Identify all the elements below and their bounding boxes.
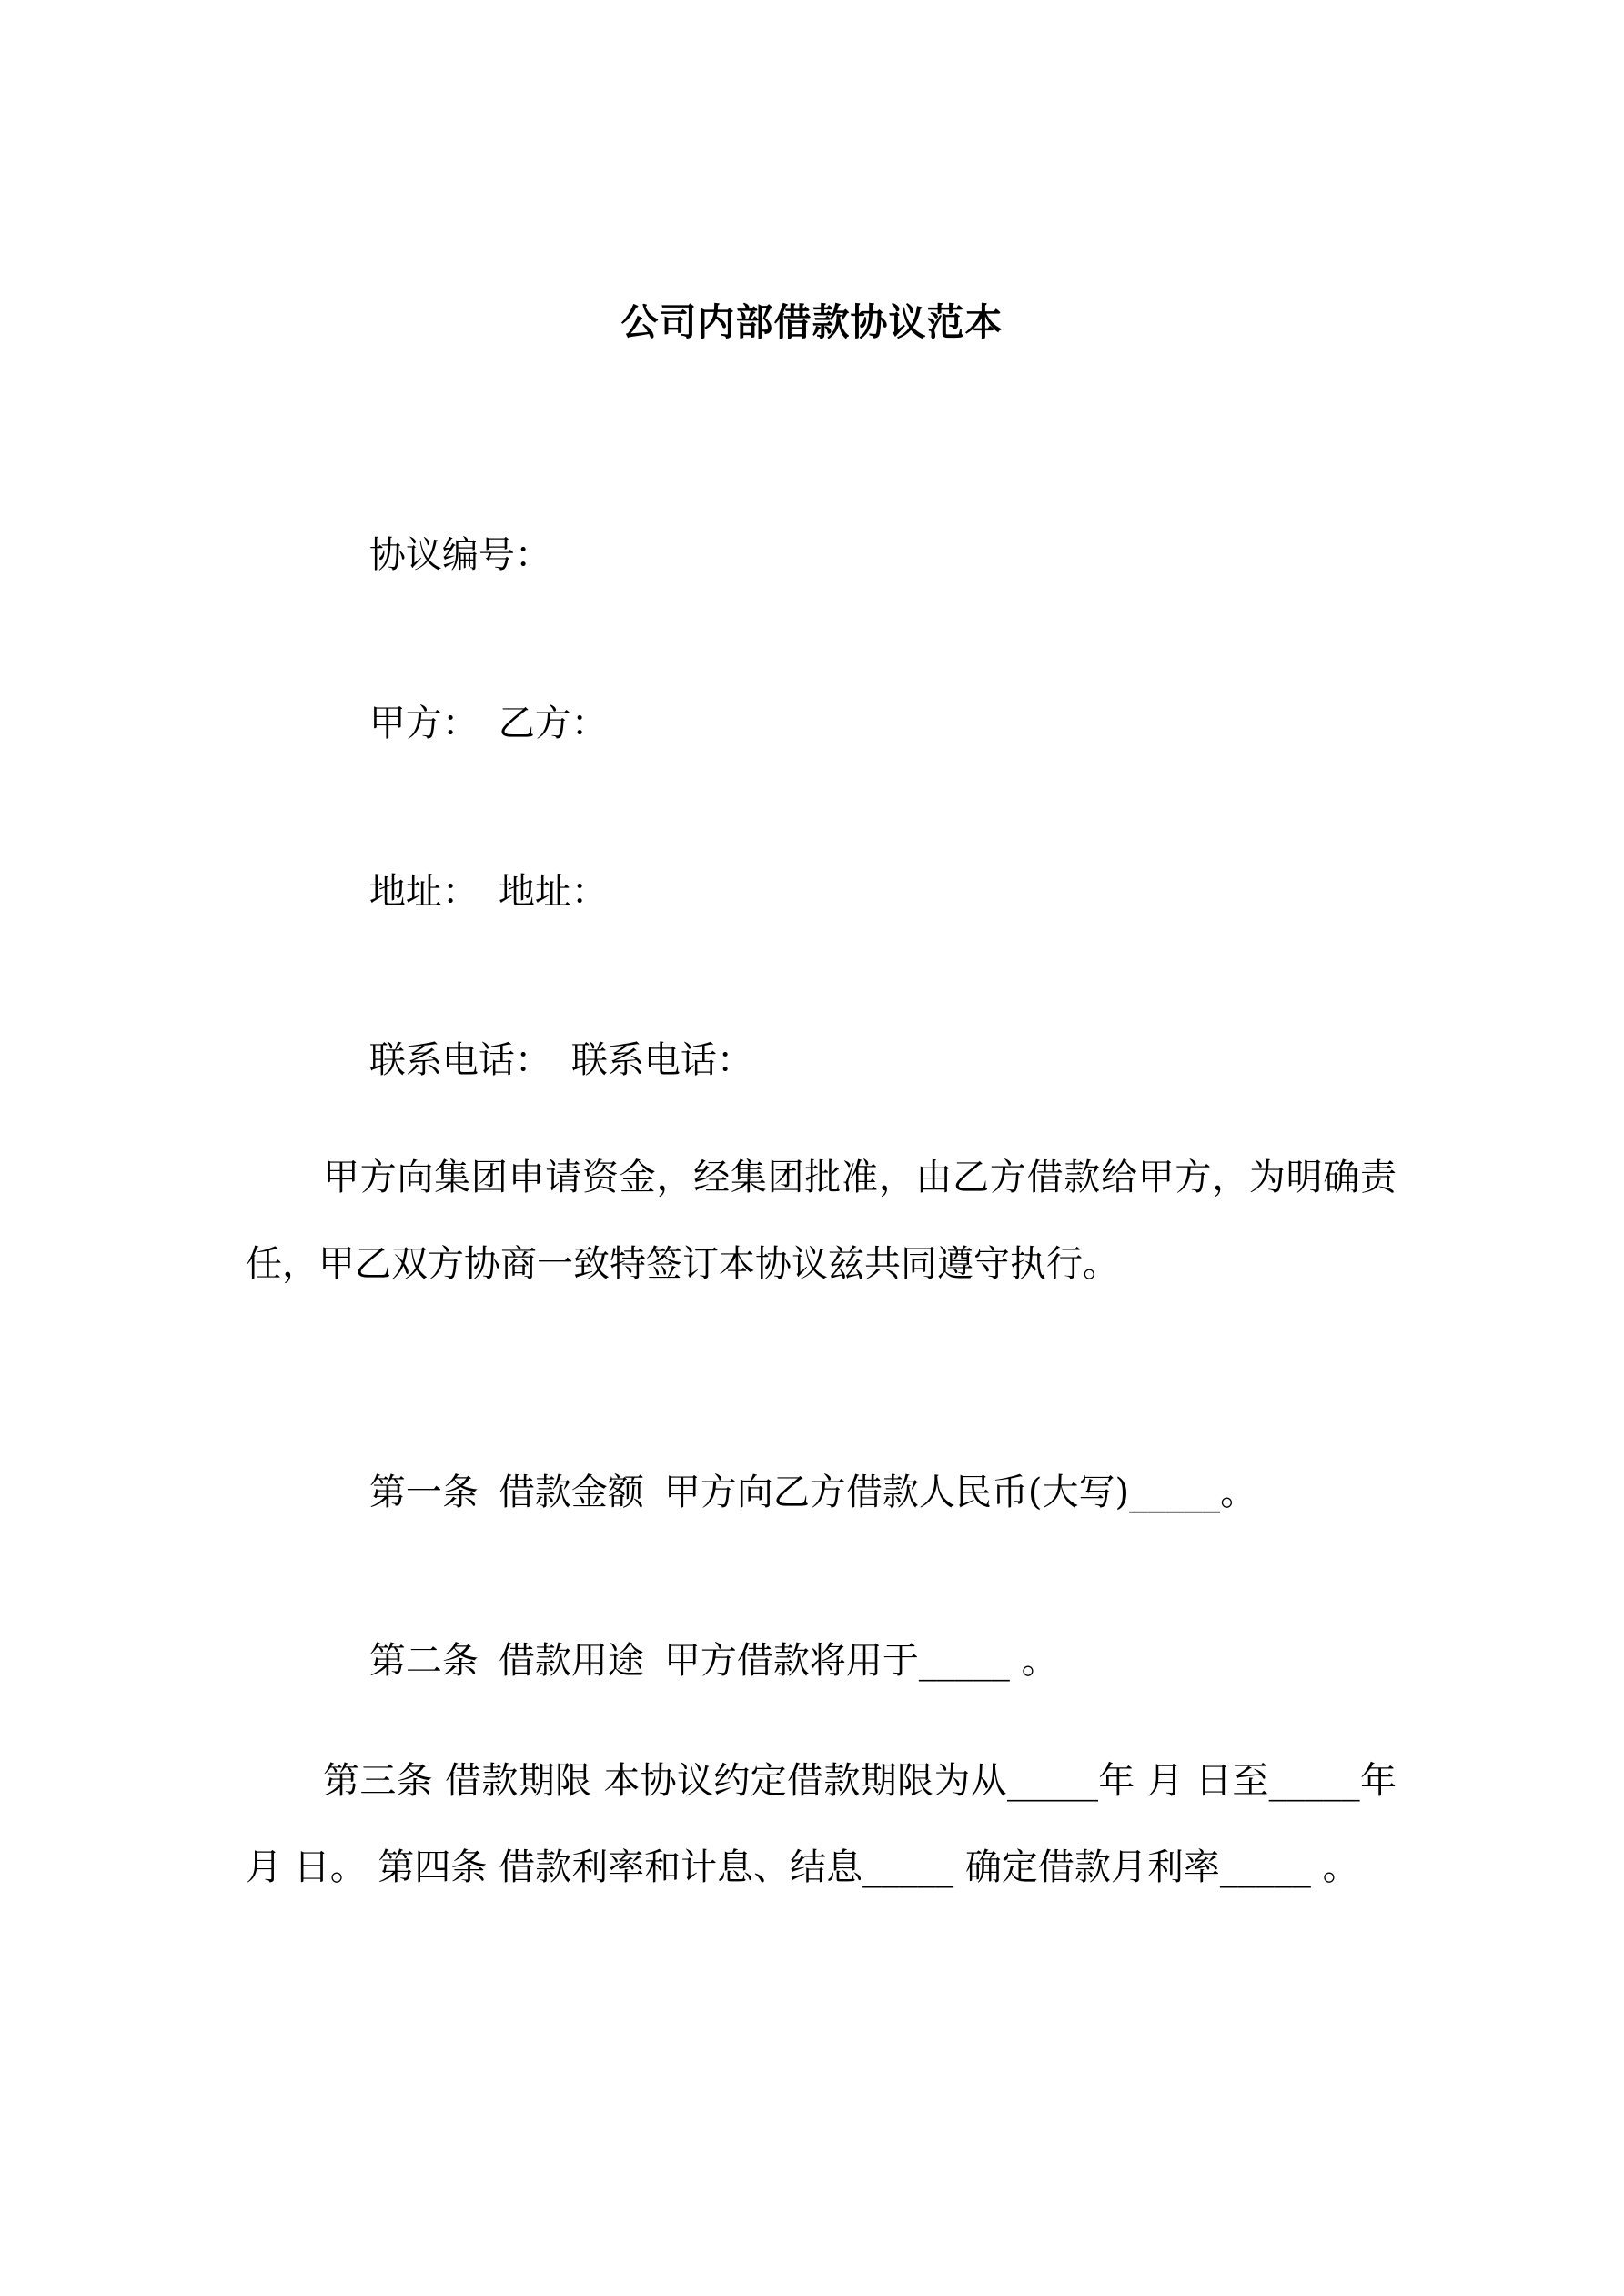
article-1-text: 甲方向乙方借款人民币(大写)_____。 (663, 1472, 1257, 1513)
agreement-number-row (323, 473, 551, 637)
article-1-heading: 借款金额 (498, 1472, 644, 1513)
address-a-label: 地址： (368, 871, 479, 913)
address-row (323, 810, 608, 974)
phone-row (323, 978, 753, 1142)
article-3-4-paragraph: 第三条 借款期限 本协议约定借款期限为从_____年 月 日至_____年 月 日。 第四条 借款利率和计息、结息_____ 确定借款月利率_____ 。 (246, 1760, 1397, 1888)
parties-row (323, 642, 608, 805)
article-1-number: 第一条 (368, 1472, 479, 1513)
intro-paragraph: 甲方向集团申请资金，经集团批准，由乙方借款给甲方，为明确责任，甲乙双方协商一致特签订本协议兹共同遵守执行。 (246, 1157, 1397, 1285)
agreement-number-label: 协议编号： (368, 534, 551, 576)
phone-a-label: 联系电话： (368, 1039, 551, 1081)
article-1 (323, 1411, 1256, 1574)
address-b-label: 地址： (498, 871, 608, 913)
article-2 (323, 1579, 1058, 1743)
party-a-label: 甲方： (368, 703, 479, 744)
article-2-heading: 借款用途 (498, 1640, 644, 1682)
page-title: 公司内部借款协议范本 (620, 300, 1004, 344)
article-2-text: 甲方借款将用于_____ 。 (663, 1640, 1058, 1682)
party-b-label: 乙方： (498, 703, 608, 744)
article-2-number: 第二条 (368, 1640, 479, 1682)
phone-b-label: 联系电话： (570, 1039, 753, 1081)
